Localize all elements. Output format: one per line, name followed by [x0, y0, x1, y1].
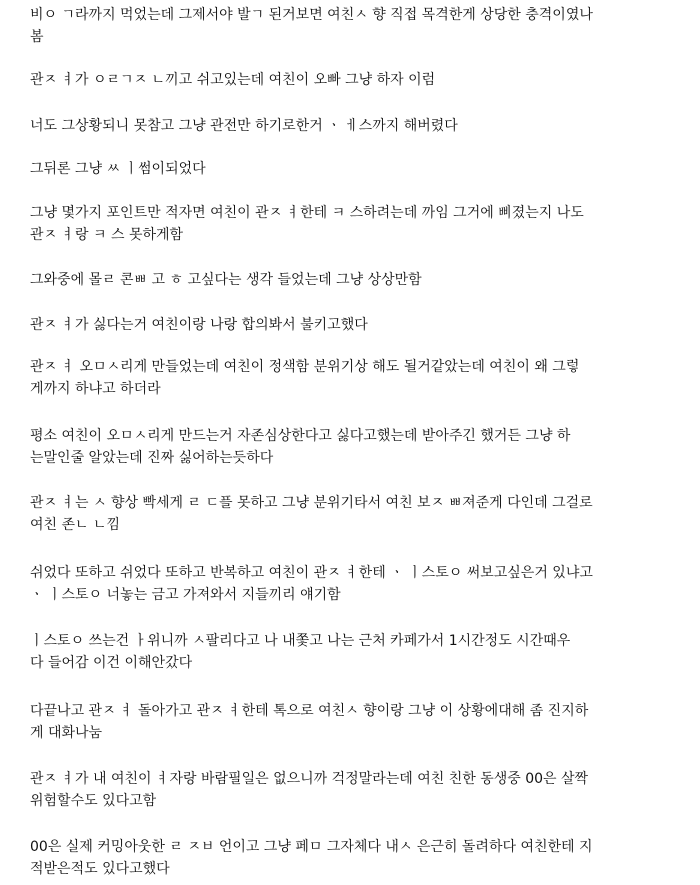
text-line: 는말인줄 알았는데 진짜 싫어하는듯하다	[30, 450, 274, 466]
text-line: 그와중에 몰ㄹ 콘ㅃ 고 ㅎ 고싶다는 생각 들었는데 그냥 상상만함	[30, 272, 422, 288]
paragraph	[30, 115, 680, 137]
paragraph	[30, 630, 680, 674]
text-line: 그냥 몇가지 포인트만 적자면 여친이 관ㅈ ㅕ한테 ㅋ 스하려는데 까임 그거에 삐졌는지 나도	[30, 205, 584, 221]
text-line: 관ㅈ ㅕ가 싫다는거 여친이랑 나랑 합의봐서 불키고했다	[30, 317, 368, 333]
paragraph	[30, 314, 680, 336]
text-line: 너도 그상황되니 못참고 그냥 관전만 하기로한거 ㆍ ㅔ스까지 해버렸다	[30, 118, 458, 134]
text-line: 비ㅇ ㄱ라까지 먹었는데 그제서야 발ㄱ 된거보면 여친ㅅ 향 직접 목격한게 상당한 충격이였나	[30, 7, 593, 23]
text-line: 다끝나고 관ㅈ ㅕ 돌아가고 관ㅈ ㅕ한테 톡으로 여친ㅅ 향이랑 그냥 이 상황에대해 좀 진지하	[30, 703, 589, 719]
text-line: 그뒤론 그냥 ㅆ ㅣ썸이되었다	[30, 161, 206, 177]
text-line: 관ㅈ ㅕ가 ㅇㄹㄱㅈ ㄴ끼고 쉬고있는데 여친이 오빠 그냥 하자 이럼	[30, 72, 436, 88]
text-line: ㅣ스토ㅇ 쓰는건 ㅏ위니까 ㅅ팔리다고 나 내쫓고 나는 근처 카페가서 1시간정도 시간때우	[30, 633, 571, 649]
text-line: 여친 존ㄴ ㄴ낌	[30, 517, 121, 533]
paragraph	[30, 4, 680, 48]
paragraph	[30, 425, 680, 469]
paragraph	[30, 269, 680, 291]
text-line: 적받은적도 있다고했다	[30, 861, 170, 877]
text-line: 위험할수도 있다고함	[30, 793, 157, 809]
paragraph	[30, 836, 680, 880]
paragraph	[30, 562, 680, 606]
paragraph	[30, 768, 680, 812]
paragraph	[30, 700, 680, 744]
paragraph	[30, 492, 680, 536]
text-line: 관ㅈ ㅕ는 ㅅ 향상 빡세게 ㄹ ㄷ플 못하고 그냥 분위기타서 여친 보ㅈ ㅃ져준게 다인데 그걸로	[30, 495, 593, 511]
text-line: ㆍ ㅣ스토ㅇ 너놓는 금고 가져와서 지들끼리 얘기함	[30, 587, 341, 603]
text-line: 봄	[30, 29, 44, 45]
paragraph	[30, 356, 680, 400]
text-line: 게 대화나눔	[30, 725, 103, 741]
text-line: 다 들어감 이건 이해안갔다	[30, 655, 193, 671]
paragraph	[30, 202, 680, 246]
text-line: 게까지 하냐고 하더라	[30, 381, 161, 397]
paragraph	[30, 69, 680, 91]
text-line: 00은 실제 커밍아웃한 ㄹ ㅈㅂ 언이고 그냥 페ㅁ 그자체다 내ㅅ 은근히 돌려하다 여친한테 지	[30, 839, 593, 855]
text-line: 관ㅈ ㅕ가 내 여친이 ㅕ자랑 바람필일은 없으니까 걱정말라는데 여친 친한 동생중 00은 살짝	[30, 771, 589, 787]
text-line: 쉬었다 또하고 쉬었다 또하고 반복하고 여친이 관ㅈ ㅕ한테 ㆍ ㅣ스토ㅇ 써보고싶은거 있냐고	[30, 565, 593, 581]
paragraph	[30, 158, 680, 180]
text-line: 관ㅈ ㅕ랑 ㅋ 스 못하게함	[30, 227, 184, 243]
text-line: 평소 여친이 오ㅁㅅ리게 만드는거 자존심상한다고 싫다고했는데 받아주긴 했거든 그냥 하	[30, 428, 571, 444]
text-line: 관ㅈ ㅕ 오ㅁㅅ리게 만들었는데 여친이 정색함 분위기상 해도 될거같았는데 여친이 왜 그렇	[30, 359, 580, 375]
